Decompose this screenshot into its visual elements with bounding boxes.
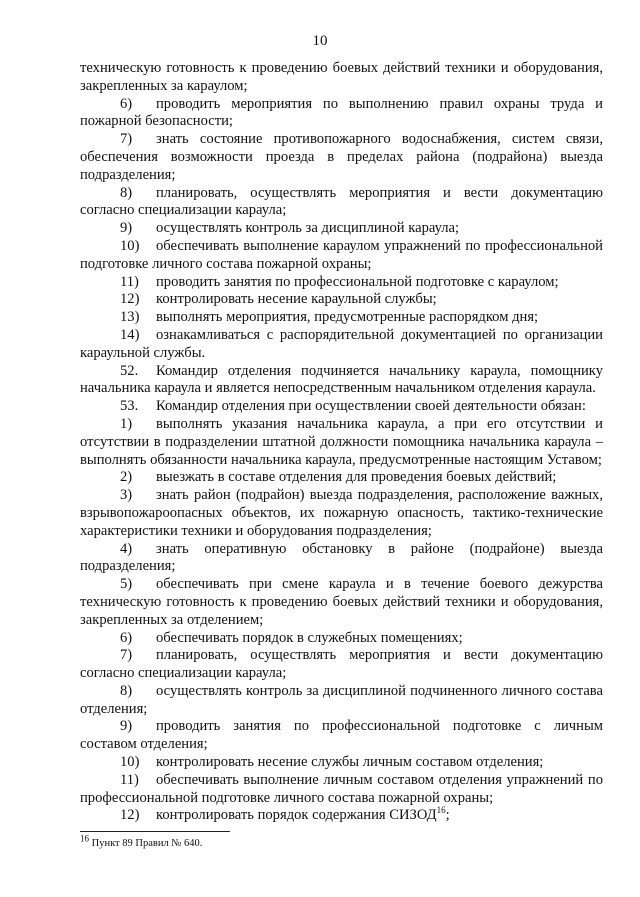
item-text: контролировать несение службы личным составом отделения; — [156, 754, 544, 771]
list-item — [80, 754, 603, 772]
item-number: 9) — [120, 220, 133, 237]
item-text: знать оперативную обстановку в районе (подрайоне) выезда подразделения; — [80, 540, 603, 575]
list-item — [80, 220, 603, 238]
item-number: 2) — [120, 469, 133, 486]
item-number: 12) — [120, 807, 140, 824]
item-text: ознакамливаться с распорядительной документацией по организации караульной службы. — [80, 326, 603, 361]
item-number: 11) — [120, 771, 139, 788]
item-text: выезжать в составе отделения для проведения боевых действий; — [156, 469, 557, 486]
footnote — [80, 833, 203, 849]
list-item — [80, 576, 603, 629]
item-number: 12) — [120, 291, 140, 308]
list-item — [80, 541, 603, 577]
item-number: 7) — [120, 647, 133, 664]
numbered-paragraph — [80, 363, 603, 399]
list-item — [80, 416, 603, 469]
item-number: 3) — [120, 487, 133, 504]
footnote-text: Пункт 89 Правил № 640. — [91, 838, 203, 849]
item-text: планировать, осуществлять мероприятия и вести документацию согласно специализации караула; — [80, 184, 603, 219]
list-item — [80, 309, 603, 327]
item-number: 1) — [120, 415, 133, 432]
item-text: выполнять мероприятия, предусмотренные распорядком дня; — [156, 309, 539, 326]
item-number: 11) — [120, 273, 139, 290]
item-text: контролировать порядок содержания СИЗОД — [156, 807, 437, 824]
item-text: выполнять указания начальника караула, а при его отсутствии и отсутствии в подразделении штатной должности помощника начальника караула – выполнять обязанности начальника караула, предусмотренные настоящим Уставом; — [80, 415, 603, 468]
item-text: проводить занятия по профессиональной подготовке с личным составом отделения; — [80, 718, 603, 753]
document-body — [80, 60, 603, 825]
item-text: Командир отделения подчиняется начальнику караула, помощнику начальника караула и является непосредственным начальником отделения караула. — [80, 362, 603, 397]
item-text: осуществлять контроль за дисциплиной караула; — [156, 220, 460, 237]
item-number: 14) — [120, 326, 140, 343]
numbered-paragraph — [80, 398, 603, 416]
item-text: знать район (подрайон) выезда подразделения, расположение важных, взрывопожароопасных объектов, их пожарную опасность, тактико-технические характеристики техники и оборудования подразделения; — [80, 487, 603, 539]
list-item — [80, 131, 603, 184]
item-number: 4) — [120, 540, 133, 557]
item-number: 13) — [120, 309, 140, 326]
item-text: проводить занятия по профессиональной подготовке с караулом; — [156, 273, 559, 290]
list-item — [80, 469, 603, 487]
list-item — [80, 487, 603, 540]
list-item — [80, 647, 603, 683]
item-text: осуществлять контроль за дисциплиной подчиненного личного состава отделения; — [80, 682, 603, 717]
footnote-reference: 16 — [436, 805, 446, 816]
list-item — [80, 772, 603, 808]
continued-paragraph — [80, 60, 603, 96]
item-text: обеспечивать при смене караула и в течение боевого дежурства техническую готовность к проведению боевых действий техники и оборудования, закрепленных за отделением; — [80, 576, 603, 628]
list-item — [80, 683, 603, 719]
item-text: обеспечивать выполнение личным составом отделения упражнений по профессиональной подготовке личного состава пожарной охраны; — [80, 771, 603, 806]
item-text: знать состояние противопожарного водоснабжения, систем связи, обеспечения возможности проезда в пределах района (подрайона) выезда подразделения; — [80, 131, 603, 183]
list-item — [80, 630, 603, 648]
item-number: 6) — [120, 95, 133, 112]
item-number: 9) — [120, 718, 133, 735]
list-item — [80, 327, 603, 363]
item-tail: ; — [445, 807, 450, 824]
list-item — [80, 718, 603, 754]
item-text: Командир отделения при осуществлении своей деятельности обязан: — [156, 398, 586, 415]
page-number: 10 — [312, 33, 328, 49]
item-number: 7) — [120, 131, 133, 148]
list-item — [80, 238, 603, 274]
list-item — [80, 291, 603, 309]
item-number: 10) — [120, 754, 140, 771]
item-number: 53. — [120, 398, 139, 415]
item-number: 52. — [120, 362, 139, 379]
item-number: 8) — [120, 682, 133, 699]
list-item — [80, 274, 603, 292]
item-text: обеспечивать выполнение караулом упражнений по профессиональной подготовке личного состава пожарной охраны; — [80, 237, 603, 272]
footnote-separator — [80, 831, 230, 832]
list-item — [80, 185, 603, 221]
item-text: контролировать несение караульной службы; — [156, 291, 437, 308]
list-item — [80, 807, 603, 825]
item-text: обеспечивать порядок в служебных помещениях; — [156, 629, 463, 646]
item-number: 6) — [120, 629, 133, 646]
item-text: техническую готовность к проведению боевых действий техники и оборудования, закрепленных за караулом; — [80, 60, 603, 94]
footnote-mark: 16 — [80, 833, 89, 844]
item-text: проводить мероприятия по выполнению правил охраны труда и пожарной безопасности; — [80, 95, 603, 130]
item-number: 5) — [120, 576, 133, 593]
list-item — [80, 96, 603, 132]
item-number: 8) — [120, 184, 133, 201]
item-text: планировать, осуществлять мероприятия и вести документацию согласно специализации караула; — [80, 647, 603, 682]
item-number: 10) — [120, 237, 140, 254]
